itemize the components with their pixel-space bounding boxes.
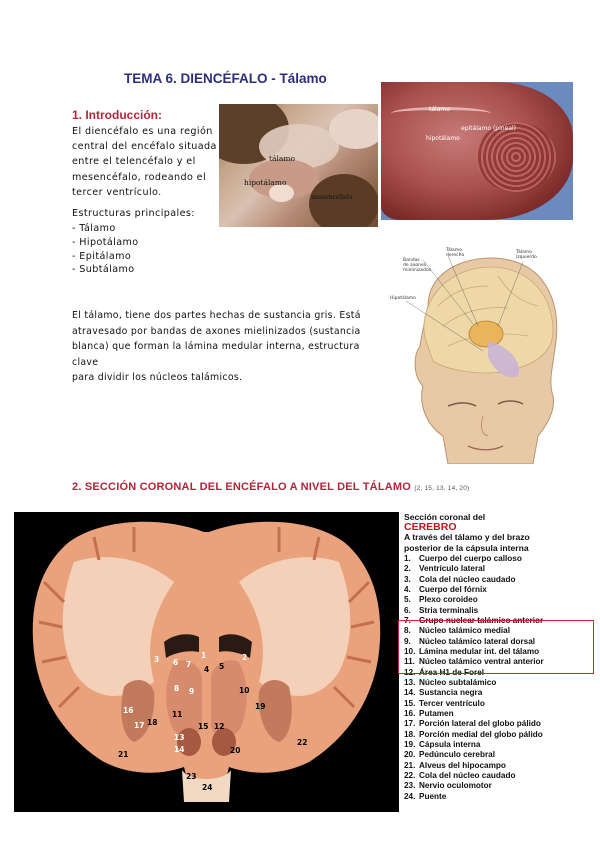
label-line: Tálamo: [516, 250, 532, 255]
coronal-section-photo: [14, 512, 399, 812]
legend-title: Sección coronal del: [404, 512, 486, 522]
coronal-label: 11: [172, 710, 183, 719]
list-item: [404, 595, 598, 605]
item-text: Pedúnculo cerebral: [419, 750, 495, 760]
item-text: Cuerpo del cuerpo calloso: [419, 553, 522, 563]
item-text: Stria terminalis: [419, 605, 479, 615]
item-text: Núcleo talámico medial: [419, 626, 511, 636]
list-item: [404, 699, 598, 709]
coronal-label: 21: [118, 750, 129, 759]
label-mesencefalo: mesencéfalo: [311, 193, 353, 201]
item-number: 13.: [404, 677, 416, 687]
list-item: [404, 761, 598, 771]
intro-line: mesencéfalo, rodeando el: [72, 171, 207, 183]
item-text: Putamen: [419, 708, 454, 718]
item-number: 10.: [404, 646, 416, 656]
list-item: - Hipotálamo: [72, 236, 139, 248]
cerebellum-shape: [476, 122, 556, 192]
coronal-label: 7: [186, 660, 192, 669]
head-thalamus-illustration: [388, 246, 566, 464]
item-text: Tercer ventrículo: [419, 698, 485, 708]
list-item: [404, 585, 598, 595]
list-item: [404, 564, 598, 574]
list-item: [404, 740, 598, 750]
coronal-label: 4: [204, 665, 210, 674]
list-item: [404, 719, 598, 729]
item-number: 14.: [404, 688, 416, 698]
list-item: [404, 688, 598, 698]
item-text: Núcleo talámico lateral dorsal: [419, 636, 536, 646]
sagittal-dissection-photo: [219, 104, 378, 227]
list-item: [404, 709, 598, 719]
paragraph-line: blanca) que forman la lámina medular interna, estructura clave: [72, 341, 360, 368]
item-number: 4.: [404, 584, 411, 594]
paragraph-line: para dividir los núcleos talámicos.: [72, 372, 243, 384]
label-epitalamo: epitálamo (pineal): [461, 125, 516, 132]
item-number: 11.: [404, 657, 415, 667]
item-text: Puente: [419, 791, 447, 801]
section-2-refs: (2, 15, 13, 14, 20): [414, 485, 470, 492]
paragraph-line: atravesado por bandas de axones mielinizados (sustancia: [72, 325, 361, 337]
coronal-label: 17: [134, 721, 145, 730]
item-text: Porción lateral del globo pálido: [419, 719, 541, 729]
item-number: 7.: [404, 615, 411, 625]
label-line: derecho: [446, 253, 465, 258]
coronal-label: 12: [214, 722, 225, 731]
coronal-label: 23: [186, 772, 197, 781]
label-line: Bandas: [403, 258, 420, 263]
label-bandas: [403, 258, 431, 273]
section-1-heading: 1. Introducción:: [72, 108, 162, 122]
coronal-label: 22: [297, 738, 308, 747]
item-number: 18.: [404, 729, 416, 739]
coronal-brain-drawing: [14, 512, 399, 812]
list-item: [404, 792, 598, 802]
item-text: Porción medial del globo pálido: [419, 729, 543, 739]
item-number: 9.: [404, 636, 411, 646]
list-item: - Epitálamo: [72, 250, 132, 262]
list-item: [404, 781, 598, 791]
coronal-label: 1: [201, 651, 207, 660]
list-item: [404, 750, 598, 760]
item-number: 6.: [404, 605, 411, 615]
item-number: 20.: [404, 750, 416, 760]
list-item: [404, 678, 598, 688]
label-talamo: tálamo: [429, 106, 450, 113]
list-item: [404, 730, 598, 740]
item-text: Núcleo talámico ventral anterior: [419, 657, 544, 667]
coronal-label: 18: [147, 718, 158, 727]
item-text: Cola del núcleo caudado: [419, 574, 516, 584]
item-text: Cápsula interna: [419, 740, 481, 749]
item-number: 23.: [404, 781, 416, 791]
intro-line: entre el telencéfalo y el: [72, 156, 196, 168]
label-hipotalamo: hipotálamo: [244, 178, 287, 187]
item-number: 15.: [404, 698, 416, 708]
section-2-title: 2. SECCIÓN CORONAL DEL ENCÉFALO A NIVEL DEL TÁLAMO: [72, 481, 412, 493]
item-text: Núcleo subtalámico: [419, 677, 497, 687]
item-number: 1.: [404, 553, 411, 563]
list-item: [404, 606, 598, 616]
item-text: Sustancia negra: [419, 688, 483, 698]
label-hipotalamo: hipotálamo: [426, 135, 460, 142]
list-item: [404, 575, 598, 585]
section-2-heading: [72, 481, 469, 493]
list-item: - Tálamo: [72, 223, 116, 234]
coronal-label: 9: [189, 687, 195, 696]
item-text: Área H1 de Forel: [419, 667, 485, 677]
item-text: Cuerpo del fórnix: [419, 584, 487, 594]
thalamus-paragraph: [72, 308, 372, 386]
coronal-label: 16: [123, 706, 134, 715]
legend-subtitle: posterior de la cápsula interna: [404, 542, 529, 553]
item-text: Grupo nuclear talámico anterior: [419, 615, 544, 625]
item-text: Ventrículo lateral: [419, 564, 485, 574]
structures-list: [72, 222, 139, 277]
legend-title-red: CEREBRO: [404, 521, 457, 534]
label-talamo: tálamo: [269, 154, 295, 163]
item-number: 21.: [404, 760, 416, 770]
head-drawing: [388, 246, 566, 464]
label-talamo-derecho: [446, 248, 464, 258]
item-number: 16.: [404, 708, 416, 718]
list-item: [404, 554, 598, 564]
coronal-label: 8: [174, 684, 180, 693]
item-number: 24.: [404, 791, 416, 801]
intro-line: central del encéfalo situada: [72, 141, 217, 153]
item-text: Cola del núcleo caudado: [419, 771, 516, 781]
coronal-label: 2: [242, 653, 248, 662]
list-item: - Subtálamo: [72, 264, 135, 276]
coronal-label: 5: [219, 662, 225, 671]
item-number: 2.: [404, 564, 411, 574]
item-number: 22.: [404, 771, 416, 781]
coronal-label: 24: [202, 783, 213, 792]
legend-subtitle: A través del tálamo y del brazo: [404, 532, 530, 543]
item-text: Nervio oculomotor: [419, 781, 492, 791]
paragraph-line: El tálamo, tiene dos partes hechas de sustancia gris. Está: [72, 310, 361, 321]
intro-line: El diencéfalo es una región: [72, 126, 213, 137]
coronal-label: 19: [255, 702, 266, 711]
label-line: mielinizados: [403, 268, 432, 273]
page-title: TEMA 6. DIENCÉFALO - Tálamo: [124, 71, 327, 86]
list-item: [404, 771, 598, 781]
legend-list: [404, 554, 598, 802]
label-line: izquierdo: [516, 255, 537, 260]
label-line: Tálamo: [446, 248, 462, 253]
item-number: 19.: [404, 740, 416, 749]
item-text: Lámina medular int. del tálamo: [419, 646, 540, 656]
coronal-label: 15: [198, 722, 209, 731]
item-text: Alveus del hipocampo: [419, 760, 506, 770]
coronal-label: 10: [239, 686, 250, 695]
item-number: 5.: [404, 595, 411, 605]
thalamic-nuclei-highlight-box: [398, 620, 594, 674]
item-number: 8.: [404, 626, 411, 636]
item-number: 17.: [404, 719, 416, 729]
coronal-label: 14: [174, 745, 185, 754]
coronal-label: 3: [154, 655, 160, 664]
label-line: de axones: [403, 263, 427, 268]
item-number: 12.: [404, 667, 416, 677]
label-hipotalamo: Hipotálamo: [390, 296, 416, 301]
coronal-label: 6: [173, 658, 179, 667]
label-talamo-izquierdo: [516, 250, 537, 260]
intro-text: [72, 124, 222, 200]
coronal-label: 20: [230, 746, 241, 755]
medial-brain-photo: [381, 82, 573, 220]
item-text: Plexo coroideo: [419, 595, 478, 605]
coronal-label: 13: [174, 733, 185, 742]
structures-heading: Estructuras principales:: [72, 208, 195, 219]
intro-line: tercer ventrículo.: [72, 186, 162, 198]
item-number: 3.: [404, 574, 411, 584]
